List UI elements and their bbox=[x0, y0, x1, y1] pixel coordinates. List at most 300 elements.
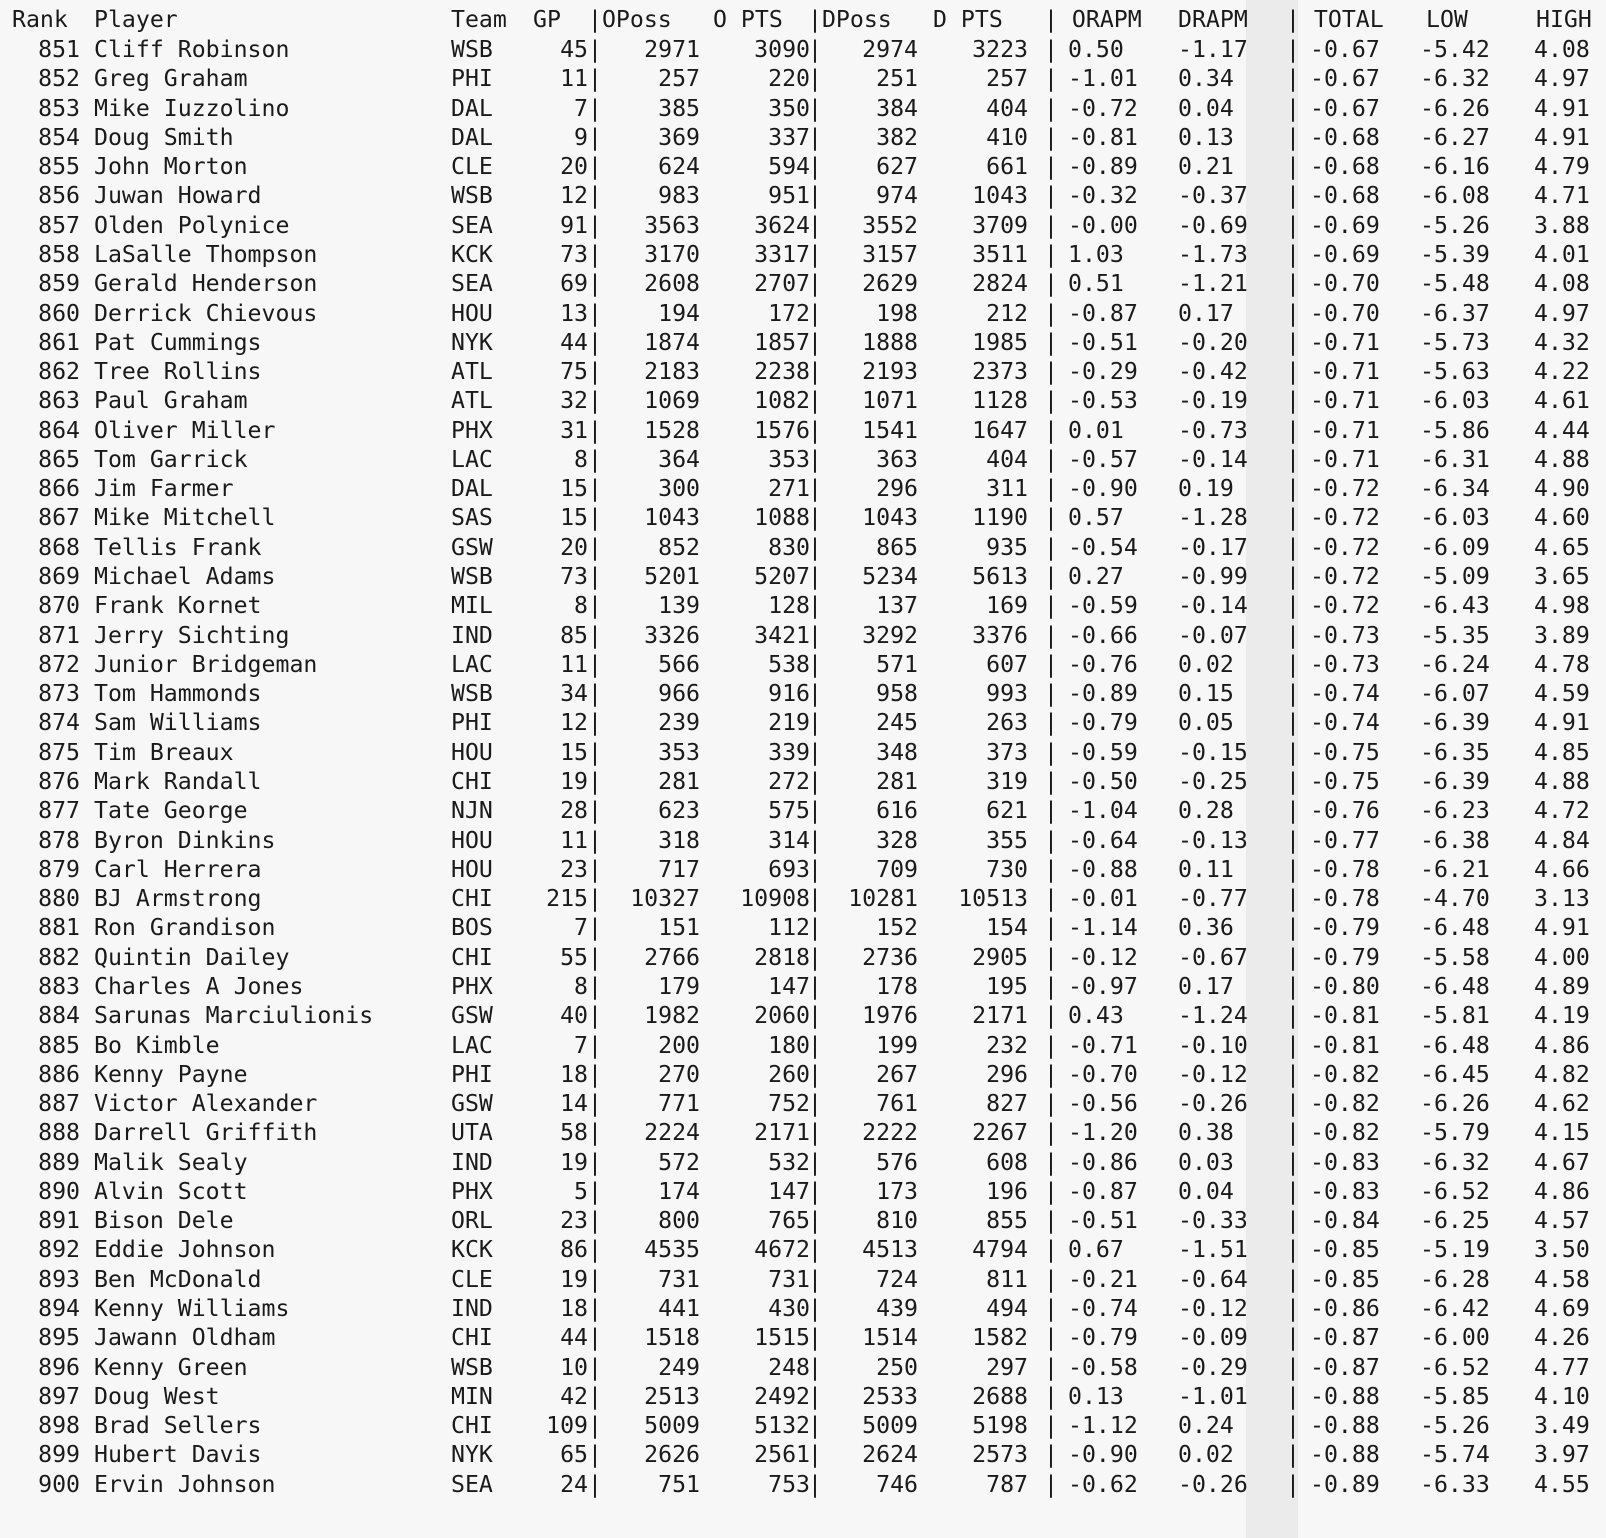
low-cell: -5.79 bbox=[1420, 1119, 1490, 1147]
high-cell: 4.60 bbox=[1534, 504, 1590, 532]
drapm-cell: -0.20 bbox=[1178, 328, 1248, 356]
rank-cell: 890 bbox=[38, 1177, 80, 1205]
orapm-cell: -1.04 bbox=[1068, 797, 1138, 825]
table-row bbox=[0, 64, 1606, 94]
player-cell: Sarunas Marciulionis bbox=[94, 1002, 374, 1030]
separator: | bbox=[1044, 1382, 1058, 1410]
dpts-cell: 355 bbox=[986, 826, 1028, 854]
rank-cell: 870 bbox=[38, 592, 80, 620]
separator: | bbox=[588, 1412, 602, 1440]
dposs-cell: 1976 bbox=[862, 1002, 918, 1030]
dpts-cell: 1647 bbox=[972, 416, 1028, 444]
dpts-cell: 621 bbox=[986, 797, 1028, 825]
low-cell: -6.39 bbox=[1420, 709, 1490, 737]
orapm-cell: 0.50 bbox=[1068, 36, 1124, 63]
separator: | bbox=[1044, 709, 1058, 737]
dposs-cell: 10281 bbox=[848, 885, 918, 913]
separator: | bbox=[1286, 153, 1300, 181]
dposs-cell: 137 bbox=[876, 592, 918, 620]
high-cell: 4.98 bbox=[1534, 592, 1590, 620]
dpts-cell: 410 bbox=[986, 123, 1028, 151]
dposs-cell: 178 bbox=[876, 972, 918, 1000]
drapm-cell: 0.34 bbox=[1178, 65, 1234, 93]
high-cell: 4.01 bbox=[1534, 240, 1590, 268]
drapm-cell: -1.24 bbox=[1178, 1002, 1248, 1030]
opts-cell: 5207 bbox=[754, 563, 810, 591]
separator: | bbox=[808, 123, 822, 151]
separator: | bbox=[1286, 475, 1300, 503]
dpts-cell: 935 bbox=[986, 533, 1028, 561]
header-rank: Rank bbox=[12, 6, 68, 33]
oposs-cell: 983 bbox=[658, 182, 700, 210]
separator: | bbox=[1044, 211, 1058, 239]
gp-cell: 19 bbox=[560, 1265, 588, 1293]
drapm-cell: 0.17 bbox=[1178, 299, 1234, 327]
opts-cell: 765 bbox=[768, 1207, 810, 1235]
player-cell: Sam Williams bbox=[94, 709, 262, 737]
rank-cell: 888 bbox=[38, 1119, 80, 1147]
dposs-cell: 1541 bbox=[862, 416, 918, 444]
orapm-cell: -0.89 bbox=[1068, 153, 1138, 181]
opts-cell: 3421 bbox=[754, 621, 810, 649]
oposs-cell: 2224 bbox=[644, 1119, 700, 1147]
gp-cell: 91 bbox=[560, 211, 588, 239]
opts-cell: 10908 bbox=[740, 885, 810, 913]
separator: | bbox=[1044, 1031, 1058, 1059]
dpts-cell: 993 bbox=[986, 680, 1028, 708]
separator: | bbox=[1286, 1470, 1300, 1498]
low-cell: -5.58 bbox=[1420, 943, 1490, 971]
opts-cell: 314 bbox=[768, 826, 810, 854]
separator: | bbox=[808, 768, 822, 795]
drapm-cell: -0.42 bbox=[1178, 358, 1248, 386]
separator: | bbox=[808, 592, 822, 620]
separator: | bbox=[1044, 270, 1058, 298]
drapm-cell: -0.99 bbox=[1178, 563, 1248, 591]
dposs-cell: 267 bbox=[876, 1060, 918, 1088]
orapm-cell: 0.13 bbox=[1068, 1382, 1124, 1410]
total-cell: -0.79 bbox=[1310, 914, 1380, 942]
drapm-cell: -0.15 bbox=[1178, 738, 1248, 766]
orapm-cell: -0.59 bbox=[1068, 738, 1138, 766]
table-row bbox=[0, 474, 1606, 504]
low-cell: -5.42 bbox=[1420, 36, 1490, 63]
player-cell: Doug Smith bbox=[94, 123, 234, 151]
separator: | bbox=[1286, 123, 1300, 151]
total-cell: -0.78 bbox=[1310, 855, 1380, 883]
gp-cell: 65 bbox=[560, 1441, 588, 1469]
opts-cell: 532 bbox=[768, 1148, 810, 1176]
separator: | bbox=[808, 943, 822, 971]
orapm-cell: -0.88 bbox=[1068, 855, 1138, 883]
player-cell: Tom Garrick bbox=[94, 445, 248, 473]
rank-cell: 863 bbox=[38, 387, 80, 415]
dpts-cell: 494 bbox=[986, 1295, 1028, 1323]
orapm-cell: -0.89 bbox=[1068, 680, 1138, 708]
orapm-cell: 1.03 bbox=[1068, 240, 1124, 268]
team-cell: IND bbox=[451, 1148, 493, 1176]
dposs-cell: 245 bbox=[876, 709, 918, 737]
orapm-cell: -1.14 bbox=[1068, 914, 1138, 942]
dposs-cell: 3292 bbox=[862, 621, 918, 649]
player-cell: Kenny Williams bbox=[94, 1295, 290, 1323]
separator: | bbox=[1044, 972, 1058, 1000]
separator: | bbox=[808, 797, 822, 825]
low-cell: -6.03 bbox=[1420, 504, 1490, 532]
separator: | bbox=[808, 1060, 822, 1088]
table-row bbox=[0, 1265, 1606, 1295]
low-cell: -5.48 bbox=[1420, 270, 1490, 298]
player-cell: Junior Bridgeman bbox=[94, 650, 318, 678]
gp-cell: 85 bbox=[560, 621, 588, 649]
table-row bbox=[0, 240, 1606, 270]
high-cell: 4.08 bbox=[1534, 270, 1590, 298]
gp-cell: 24 bbox=[560, 1470, 588, 1498]
high-cell: 4.00 bbox=[1534, 943, 1590, 971]
oposs-cell: 2971 bbox=[644, 36, 700, 63]
table-row bbox=[0, 445, 1606, 475]
drapm-cell: -1.73 bbox=[1178, 240, 1248, 268]
low-cell: -6.34 bbox=[1420, 475, 1490, 503]
rank-cell: 889 bbox=[38, 1148, 80, 1176]
separator: | bbox=[808, 475, 822, 503]
separator: | bbox=[588, 153, 602, 181]
total-cell: -0.67 bbox=[1310, 36, 1380, 63]
separator: | bbox=[808, 885, 822, 913]
separator: | bbox=[588, 94, 602, 122]
player-cell: Tom Hammonds bbox=[94, 680, 262, 708]
team-cell: HOU bbox=[451, 855, 493, 883]
oposs-cell: 3170 bbox=[644, 240, 700, 268]
team-cell: ATL bbox=[451, 358, 493, 386]
team-cell: SEA bbox=[451, 211, 493, 239]
oposs-cell: 10327 bbox=[630, 885, 700, 913]
opts-cell: 220 bbox=[768, 65, 810, 93]
rank-cell: 872 bbox=[38, 650, 80, 678]
high-cell: 4.66 bbox=[1534, 855, 1590, 883]
separator: | bbox=[1044, 94, 1058, 122]
total-cell: -0.69 bbox=[1310, 211, 1380, 239]
separator: | bbox=[1286, 1119, 1300, 1147]
gp-cell: 69 bbox=[560, 270, 588, 298]
drapm-cell: 0.24 bbox=[1178, 1412, 1234, 1440]
orapm-cell: -0.59 bbox=[1068, 592, 1138, 620]
gp-cell: 10 bbox=[560, 1353, 588, 1381]
separator: | bbox=[588, 1236, 602, 1264]
team-cell: CHI bbox=[451, 768, 493, 795]
oposs-cell: 751 bbox=[658, 1470, 700, 1498]
separator: | bbox=[808, 680, 822, 708]
dpts-cell: 311 bbox=[986, 475, 1028, 503]
opts-cell: 951 bbox=[768, 182, 810, 210]
table-row bbox=[0, 357, 1606, 387]
separator: | bbox=[808, 533, 822, 561]
separator: | bbox=[808, 240, 822, 268]
low-cell: -6.52 bbox=[1420, 1353, 1490, 1381]
header-total: | TOTAL bbox=[1286, 6, 1384, 33]
drapm-cell: -1.51 bbox=[1178, 1236, 1248, 1264]
total-cell: -0.88 bbox=[1310, 1412, 1380, 1440]
separator: | bbox=[1286, 533, 1300, 561]
high-cell: 3.13 bbox=[1534, 885, 1590, 913]
oposs-cell: 200 bbox=[658, 1031, 700, 1059]
dpts-cell: 1128 bbox=[972, 387, 1028, 415]
drapm-cell: 0.03 bbox=[1178, 1148, 1234, 1176]
team-cell: CHI bbox=[451, 885, 493, 913]
separator: | bbox=[808, 563, 822, 591]
header-low: LOW bbox=[1426, 6, 1468, 33]
table-row bbox=[0, 35, 1606, 65]
rank-cell: 891 bbox=[38, 1207, 80, 1235]
table-row bbox=[0, 1470, 1606, 1500]
gp-cell: 109 bbox=[546, 1412, 588, 1440]
player-cell: Tellis Frank bbox=[94, 533, 262, 561]
separator: | bbox=[808, 650, 822, 678]
separator: | bbox=[1044, 504, 1058, 532]
orapm-cell: -0.29 bbox=[1068, 358, 1138, 386]
gp-cell: 23 bbox=[560, 1207, 588, 1235]
dposs-cell: 1888 bbox=[862, 328, 918, 356]
total-cell: -0.87 bbox=[1310, 1353, 1380, 1381]
total-cell: -0.77 bbox=[1310, 826, 1380, 854]
player-cell: Hubert Davis bbox=[94, 1441, 262, 1469]
low-cell: -6.43 bbox=[1420, 592, 1490, 620]
separator: | bbox=[808, 36, 822, 63]
gp-cell: 19 bbox=[560, 1148, 588, 1176]
team-cell: GSW bbox=[451, 1090, 493, 1118]
low-cell: -6.16 bbox=[1420, 153, 1490, 181]
player-cell: Alvin Scott bbox=[94, 1177, 248, 1205]
gp-cell: 32 bbox=[560, 387, 588, 415]
dpts-cell: 827 bbox=[986, 1090, 1028, 1118]
oposs-cell: 1528 bbox=[644, 416, 700, 444]
dpts-cell: 5198 bbox=[972, 1412, 1028, 1440]
player-cell: Bison Dele bbox=[94, 1207, 234, 1235]
separator: | bbox=[1286, 1295, 1300, 1323]
oposs-cell: 1043 bbox=[644, 504, 700, 532]
low-cell: -5.35 bbox=[1420, 621, 1490, 649]
drapm-cell: -0.07 bbox=[1178, 621, 1248, 649]
separator: | bbox=[808, 299, 822, 327]
opts-cell: 538 bbox=[768, 650, 810, 678]
rank-cell: 854 bbox=[38, 123, 80, 151]
separator: | bbox=[1286, 387, 1300, 415]
separator: | bbox=[588, 1060, 602, 1088]
total-cell: -0.67 bbox=[1310, 94, 1380, 122]
gp-cell: 28 bbox=[560, 797, 588, 825]
opts-cell: 1857 bbox=[754, 328, 810, 356]
header-dposs: |DPoss bbox=[808, 6, 892, 33]
separator: | bbox=[1286, 1177, 1300, 1205]
separator: | bbox=[808, 709, 822, 737]
player-cell: Derrick Chievous bbox=[94, 299, 318, 327]
gp-cell: 8 bbox=[574, 592, 588, 620]
oposs-cell: 800 bbox=[658, 1207, 700, 1235]
dposs-cell: 439 bbox=[876, 1295, 918, 1323]
dposs-cell: 2974 bbox=[862, 36, 918, 63]
separator: | bbox=[1286, 240, 1300, 268]
oposs-cell: 385 bbox=[658, 94, 700, 122]
team-cell: WSB bbox=[451, 563, 493, 591]
total-cell: -0.80 bbox=[1310, 972, 1380, 1000]
separator: | bbox=[808, 416, 822, 444]
separator: | bbox=[1044, 1412, 1058, 1440]
total-cell: -0.86 bbox=[1310, 1295, 1380, 1323]
oposs-cell: 239 bbox=[658, 709, 700, 737]
separator: | bbox=[1044, 855, 1058, 883]
gp-cell: 15 bbox=[560, 738, 588, 766]
oposs-cell: 5201 bbox=[644, 563, 700, 591]
total-cell: -0.82 bbox=[1310, 1119, 1380, 1147]
drapm-cell: -0.26 bbox=[1178, 1470, 1248, 1498]
player-cell: Malik Sealy bbox=[94, 1148, 248, 1176]
dpts-cell: 608 bbox=[986, 1148, 1028, 1176]
dpts-cell: 232 bbox=[986, 1031, 1028, 1059]
gp-cell: 58 bbox=[560, 1119, 588, 1147]
team-cell: LAC bbox=[451, 1031, 493, 1059]
drapm-cell: -0.37 bbox=[1178, 182, 1248, 210]
separator: | bbox=[588, 1353, 602, 1381]
separator: | bbox=[1286, 299, 1300, 327]
separator: | bbox=[808, 1382, 822, 1410]
table-row bbox=[0, 1294, 1606, 1324]
gp-cell: 44 bbox=[560, 1324, 588, 1352]
dpts-cell: 257 bbox=[986, 65, 1028, 93]
separator: | bbox=[1286, 680, 1300, 708]
oposs-cell: 257 bbox=[658, 65, 700, 93]
separator: | bbox=[588, 328, 602, 356]
low-cell: -6.42 bbox=[1420, 1295, 1490, 1323]
separator: | bbox=[1286, 914, 1300, 942]
separator: | bbox=[1044, 1207, 1058, 1235]
player-cell: Paul Graham bbox=[94, 387, 248, 415]
low-cell: -6.26 bbox=[1420, 94, 1490, 122]
opts-cell: 1576 bbox=[754, 416, 810, 444]
rank-cell: 856 bbox=[38, 182, 80, 210]
separator: | bbox=[808, 270, 822, 298]
dposs-cell: 1514 bbox=[862, 1324, 918, 1352]
oposs-cell: 717 bbox=[658, 855, 700, 883]
separator: | bbox=[1044, 885, 1058, 913]
player-cell: Tree Rollins bbox=[94, 358, 262, 386]
separator: | bbox=[588, 1177, 602, 1205]
opts-cell: 128 bbox=[768, 592, 810, 620]
dposs-cell: 3552 bbox=[862, 211, 918, 239]
separator: | bbox=[588, 1207, 602, 1235]
team-cell: UTA bbox=[451, 1119, 493, 1147]
dpts-cell: 10513 bbox=[958, 885, 1028, 913]
gp-cell: 7 bbox=[574, 914, 588, 942]
total-cell: -0.75 bbox=[1310, 768, 1380, 795]
opts-cell: 339 bbox=[768, 738, 810, 766]
oposs-cell: 318 bbox=[658, 826, 700, 854]
separator: | bbox=[588, 475, 602, 503]
low-cell: -6.38 bbox=[1420, 826, 1490, 854]
high-cell: 4.72 bbox=[1534, 797, 1590, 825]
drapm-cell: -0.12 bbox=[1178, 1060, 1248, 1088]
low-cell: -6.03 bbox=[1420, 387, 1490, 415]
separator: | bbox=[1286, 826, 1300, 854]
high-cell: 4.69 bbox=[1534, 1295, 1590, 1323]
rank-cell: 884 bbox=[38, 1002, 80, 1030]
opts-cell: 2561 bbox=[754, 1441, 810, 1469]
separator: | bbox=[1286, 1441, 1300, 1469]
separator: | bbox=[1286, 563, 1300, 591]
low-cell: -5.26 bbox=[1420, 211, 1490, 239]
high-cell: 4.44 bbox=[1534, 416, 1590, 444]
separator: | bbox=[588, 855, 602, 883]
separator: | bbox=[588, 797, 602, 825]
table-row bbox=[0, 1060, 1606, 1090]
header-opts: O PTS bbox=[713, 6, 783, 33]
rank-cell: 861 bbox=[38, 328, 80, 356]
separator: | bbox=[1286, 182, 1300, 210]
low-cell: -6.52 bbox=[1420, 1177, 1490, 1205]
orapm-cell: -0.62 bbox=[1068, 1470, 1138, 1498]
rank-cell: 864 bbox=[38, 416, 80, 444]
table-row bbox=[0, 562, 1606, 592]
team-cell: WSB bbox=[451, 1353, 493, 1381]
separator: | bbox=[588, 445, 602, 473]
low-cell: -6.00 bbox=[1420, 1324, 1490, 1352]
separator: | bbox=[1286, 885, 1300, 913]
opts-cell: 752 bbox=[768, 1090, 810, 1118]
separator: | bbox=[1044, 797, 1058, 825]
separator: | bbox=[1044, 1441, 1058, 1469]
table-row bbox=[0, 1323, 1606, 1353]
oposs-cell: 194 bbox=[658, 299, 700, 327]
oposs-cell: 179 bbox=[658, 972, 700, 1000]
oposs-cell: 1874 bbox=[644, 328, 700, 356]
drapm-cell: -0.33 bbox=[1178, 1207, 1248, 1235]
separator: | bbox=[808, 738, 822, 766]
low-cell: -5.26 bbox=[1420, 1412, 1490, 1440]
dpts-cell: 1985 bbox=[972, 328, 1028, 356]
team-cell: MIN bbox=[451, 1382, 493, 1410]
separator: | bbox=[1044, 1177, 1058, 1205]
header-player: Player bbox=[94, 6, 178, 33]
dpts-cell: 811 bbox=[986, 1265, 1028, 1293]
rank-cell: 893 bbox=[38, 1265, 80, 1293]
total-cell: -0.69 bbox=[1310, 240, 1380, 268]
dposs-cell: 1071 bbox=[862, 387, 918, 415]
separator: | bbox=[1286, 797, 1300, 825]
table-row bbox=[0, 1031, 1606, 1061]
drapm-cell: -1.28 bbox=[1178, 504, 1248, 532]
separator: | bbox=[1044, 1002, 1058, 1030]
player-cell: Pat Cummings bbox=[94, 328, 262, 356]
team-cell: PHX bbox=[451, 972, 493, 1000]
dpts-cell: 212 bbox=[986, 299, 1028, 327]
drapm-cell: 0.05 bbox=[1178, 709, 1234, 737]
team-cell: CHI bbox=[451, 1412, 493, 1440]
gp-cell: 20 bbox=[560, 533, 588, 561]
team-cell: WSB bbox=[451, 182, 493, 210]
rank-cell: 880 bbox=[38, 885, 80, 913]
separator: | bbox=[808, 182, 822, 210]
drapm-cell: -1.01 bbox=[1178, 1382, 1248, 1410]
dposs-cell: 616 bbox=[876, 797, 918, 825]
separator: | bbox=[588, 36, 602, 63]
drapm-cell: -0.29 bbox=[1178, 1353, 1248, 1381]
player-cell: Mark Randall bbox=[94, 768, 262, 795]
separator: | bbox=[808, 328, 822, 356]
dposs-cell: 173 bbox=[876, 1177, 918, 1205]
opts-cell: 1082 bbox=[754, 387, 810, 415]
high-cell: 4.97 bbox=[1534, 299, 1590, 327]
separator: | bbox=[588, 914, 602, 942]
dposs-cell: 724 bbox=[876, 1265, 918, 1293]
